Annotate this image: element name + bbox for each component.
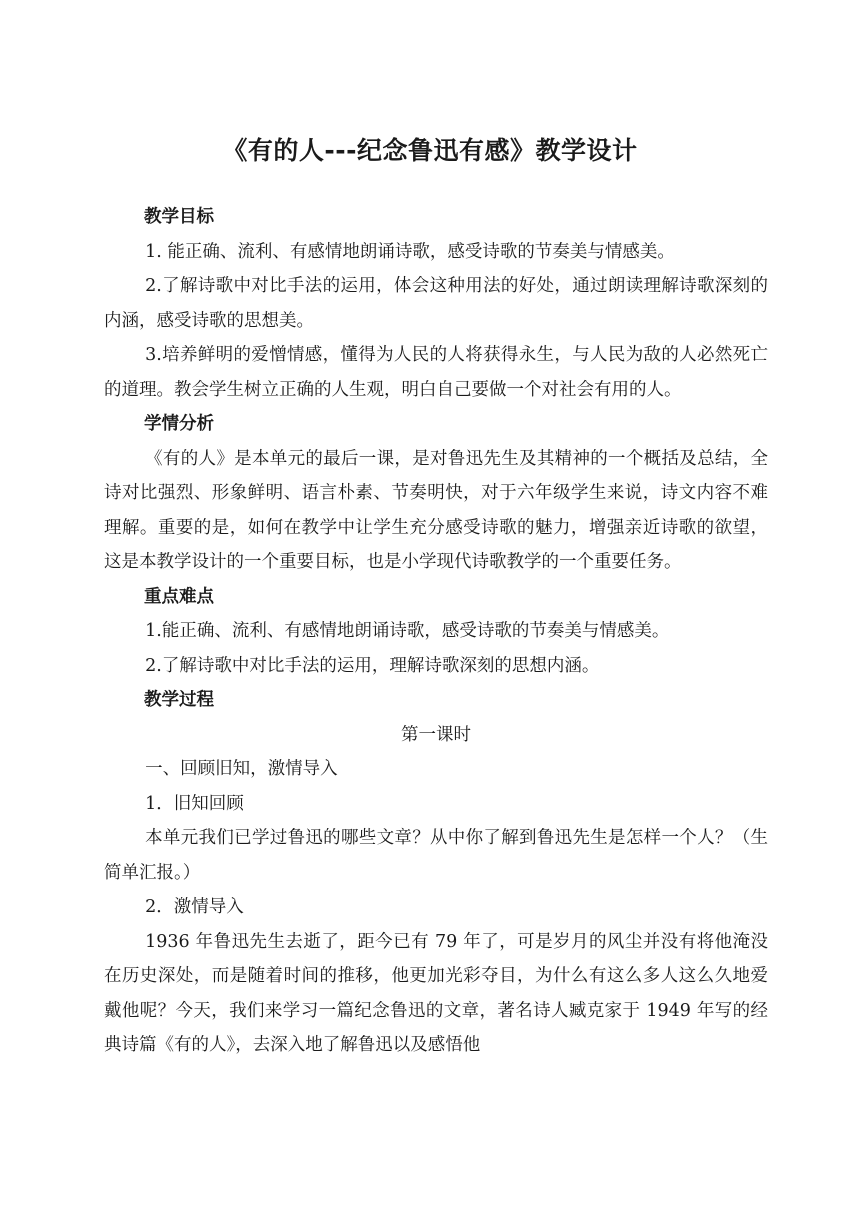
goal-item: 2.了解诗歌中对比手法的运用，体会这种用法的好处，通过朗读理解诗歌深刻的内涵，感受诗歌的思想美。 (104, 276, 768, 331)
section-heading-process: 教学过程 (144, 690, 214, 710)
analysis-paragraph: 《有的人》是本单元的最后一课，是对鲁迅先生及其精神的一个概括及总结，全诗对比强烈、形象鲜明、语言朴素、节奏明快，对于六年级学生来说，诗文内容不难理解。重要的是，如何在教学中让学生充分感受诗歌的魅力，增强亲近诗歌的欲望，这是本教学设计的一个重要目标，也是小学现代诗歌教学的一个重要任务。 (104, 448, 768, 572)
section-heading-analysis: 学情分析 (144, 414, 214, 434)
goal-item: 1. 能正确、流利、有感情地朗诵诗歌，感受诗歌的节奏美与情感美。 (145, 241, 675, 262)
process-step-heading: 1．旧知回顾 (145, 793, 244, 814)
process-part-heading: 一、回顾旧知，激情导入 (145, 759, 338, 779)
lesson-label: 第一课时 (401, 724, 471, 745)
process-step-heading: 2．激情导入 (145, 897, 244, 917)
keypoint-item: 2.了解诗歌中对比手法的运用，理解诗歌深刻的思想内涵。 (145, 655, 600, 676)
process-step-text: 本单元我们已学过鲁迅的哪些文章？从中你了解到鲁迅先生是怎样一个人？（生简单汇报。） (104, 828, 768, 883)
document-body (104, 200, 768, 1063)
goal-item: 3.培养鲜明的爱憎情感，懂得为人民的人将获得永生，与人民为敌的人必然死亡的道理。教会学生树立正确的人生观，明白自己要做一个对社会有用的人。 (104, 345, 768, 400)
keypoint-item: 1.能正确、流利、有感情地朗诵诗歌，感受诗歌的节奏美与情感美。 (145, 621, 670, 641)
section-heading-keypoints: 重点难点 (144, 586, 214, 607)
document-title: 《有的人---纪念鲁迅有感》教学设计 (222, 136, 638, 165)
section-heading-goals: 教学目标 (144, 207, 214, 227)
process-step-text: 1936 年鲁迅先生去逝了，距今已有 79 年了，可是岁月的风尘并没有将他淹没在历史深处，而是随着时间的推移，他更加光彩夺目，为什么有这么多人这么久地爱戴他呢？今天，我们来学习一篇纪念鲁迅的文章，著名诗人臧克家于 1949 年写的经典诗篇《有的人》，去深入地了解鲁迅以及感悟他 (104, 931, 768, 1055)
